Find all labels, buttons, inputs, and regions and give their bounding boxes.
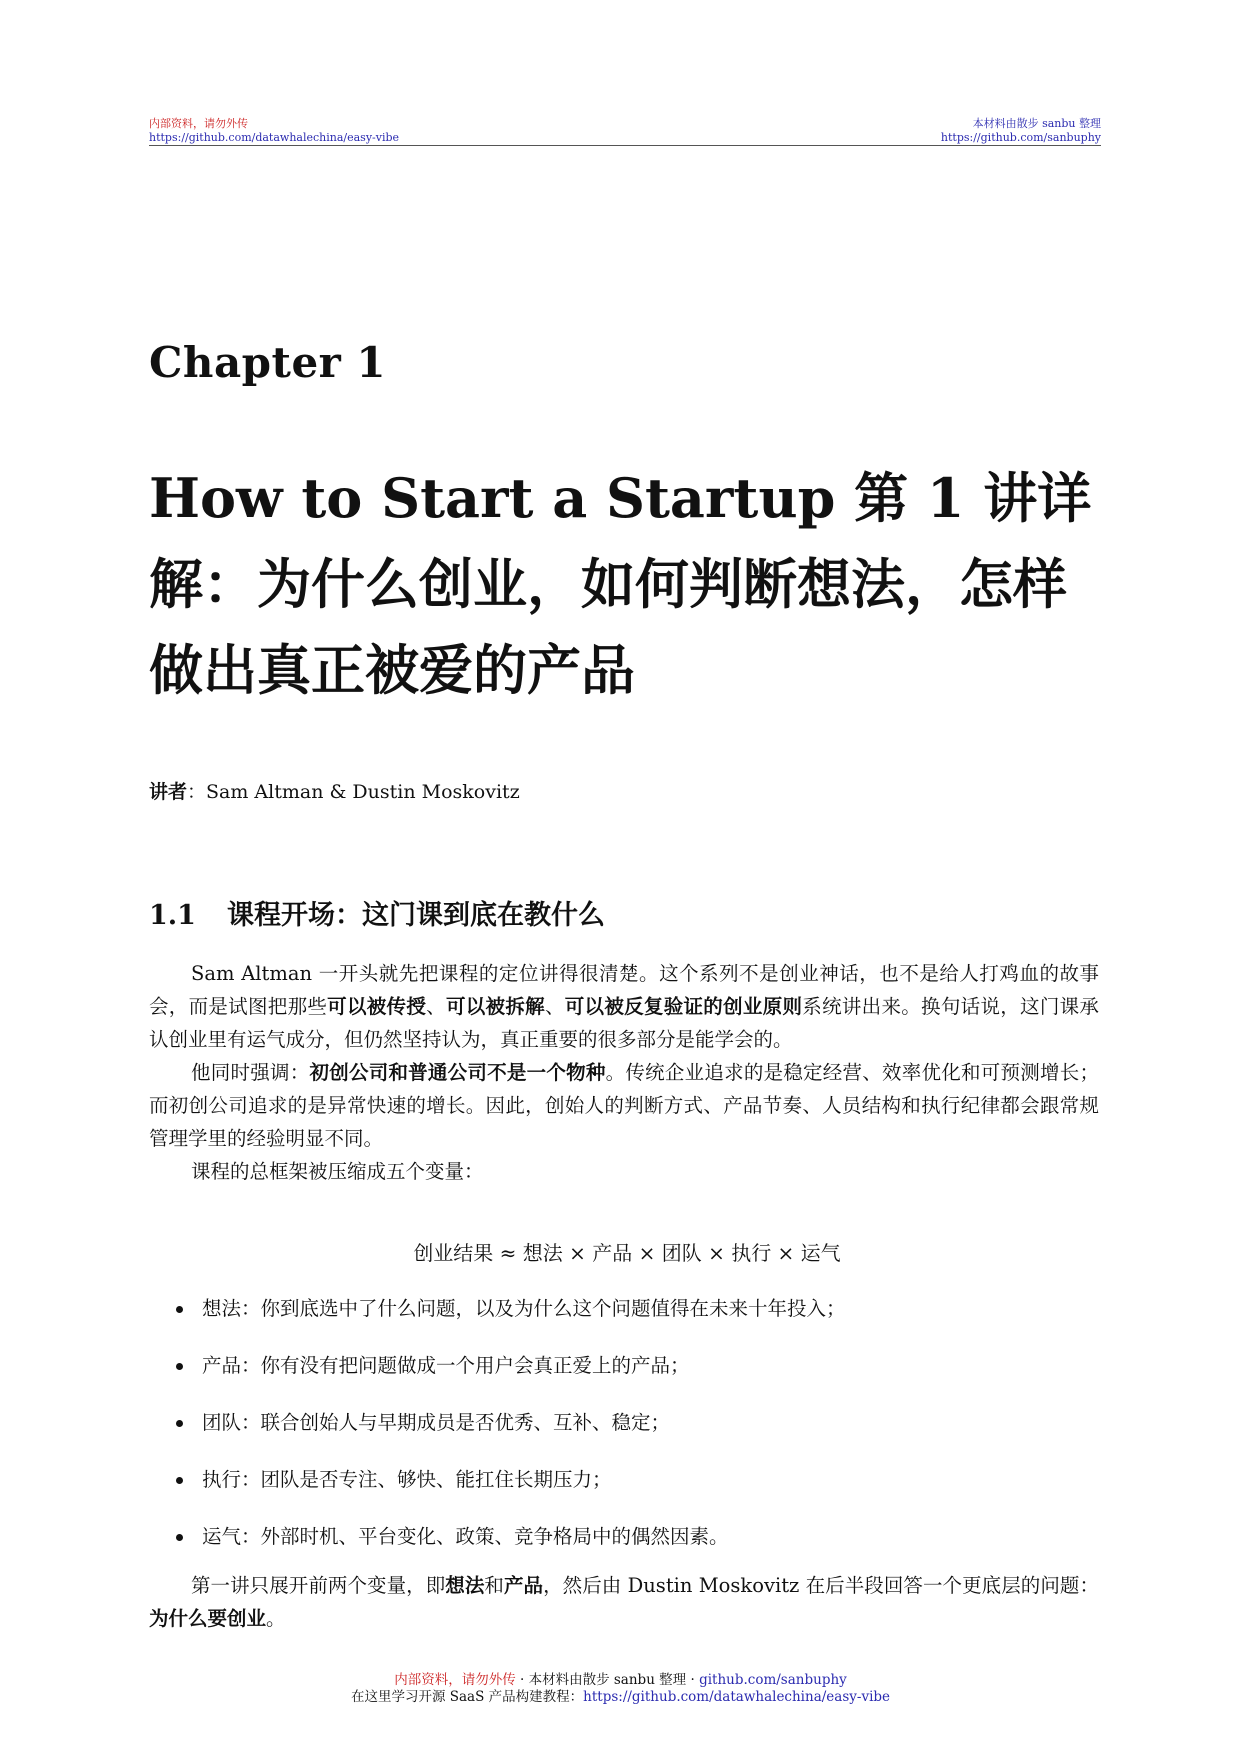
section-title: 课程开场：这门课到底在教什么	[227, 900, 605, 931]
variable-list	[170, 1296, 1100, 1581]
list-item-text: 想法：你到底选中了什么问题，以及为什么这个问题值得在未来十年投入；	[202, 1297, 846, 1320]
bullet-dot-icon	[176, 1306, 183, 1313]
list-item	[170, 1353, 1100, 1410]
header-repo-link[interactable]: https://github.com/datawhalechina/easy-vibe	[149, 131, 400, 144]
list-item-text: 团队：联合创始人与早期成员是否优秀、互补、稳定；	[202, 1411, 671, 1434]
bold-span: 可以被传授	[327, 995, 427, 1018]
text-span: 、	[544, 995, 565, 1018]
bullet-dot-icon	[176, 1534, 183, 1541]
text-span: 他同时强调：	[191, 1061, 310, 1084]
text-span: 系统讲出来。换句话说，这门课承认创业里有运气成分，但仍然坚持认为，真正重要的很多部分是能学会的。	[149, 995, 1099, 1051]
footer-line-1	[0, 1672, 1241, 1689]
header-confidential-notice: 内部资料，请勿外传	[149, 117, 248, 130]
chapter-title: How to Start a Startup 第 1 讲详解：为什么创业，如何判断想法，怎样做出真正被爱的产品	[149, 466, 1092, 702]
section-heading	[149, 893, 605, 932]
paragraph-emphasis	[149, 1056, 1099, 1155]
text-span: 第一讲只展开前两个变量，即	[191, 1574, 446, 1597]
text-span: Sam Altman 一开头就先把课程的定位讲得很清楚。这个系列不是创业神话，也不是给人打鸡血的故事会，而是试图把那些	[149, 962, 1099, 1018]
list-item	[170, 1296, 1100, 1353]
list-item	[170, 1410, 1100, 1467]
footer-author-link[interactable]: github.com/sanbuphy	[699, 1672, 847, 1688]
text-span: 和	[484, 1574, 504, 1597]
paragraph-framework-intro: 课程的总框架被压缩成五个变量：	[191, 1160, 484, 1183]
speaker-line	[149, 777, 520, 804]
list-item-text: 执行：团队是否专注、够快、能扛住长期压力；	[202, 1468, 612, 1491]
footer-line-2	[0, 1689, 1241, 1706]
bullet-dot-icon	[176, 1477, 183, 1484]
page-footer	[0, 1672, 1241, 1706]
paragraph-lecture-scope	[149, 1569, 1099, 1635]
page-header-left	[149, 117, 399, 145]
page-header-right	[941, 117, 1101, 145]
formula-equation: 创业结果 ≈ 想法 × 产品 × 团队 × 执行 × 运气	[413, 1241, 841, 1265]
text-span: ，然后由 Dustin Moskovitz 在后半段回答一个更底层的问题：	[543, 1574, 1099, 1597]
bold-span: 产品	[503, 1574, 544, 1597]
header-compiler-credit: 本材料由散步 sanbu 整理	[972, 117, 1101, 130]
paragraph-intro	[149, 957, 1099, 1056]
text-span: 。	[266, 1607, 286, 1630]
bold-span: 初创公司和普通公司不是一个物种	[309, 1061, 606, 1084]
bold-span: 可以被反复验证的创业原则	[564, 995, 803, 1018]
header-author-link[interactable]: https://github.com/sanbuphy	[940, 131, 1101, 144]
bold-span: 为什么要创业	[149, 1607, 267, 1630]
list-item	[170, 1467, 1100, 1524]
text-span: 、	[426, 995, 446, 1018]
footer-tutorial-text: 在这里学习开源 SaaS 产品构建教程：	[350, 1689, 584, 1705]
speaker-names: Sam Altman & Dustin Moskovitz	[206, 781, 520, 803]
list-item-text: 产品：你有没有把问题做成一个用户会真正爱上的产品；	[202, 1354, 690, 1377]
chapter-label: Chapter 1	[149, 338, 387, 387]
speaker-separator: ：	[187, 781, 207, 803]
bullet-dot-icon	[176, 1420, 183, 1427]
bullet-dot-icon	[176, 1363, 183, 1370]
footer-repo-link[interactable]: https://github.com/datawhalechina/easy-vibe	[583, 1689, 891, 1705]
list-item-text: 运气：外部时机、平台变化、政策、竞争格局中的偶然因素。	[202, 1525, 729, 1548]
bold-span: 想法	[445, 1574, 485, 1597]
footer-credit: · 本材料由散步 sanbu 整理 ·	[515, 1672, 700, 1688]
footer-confidential-notice: 内部资料，请勿外传	[394, 1672, 516, 1688]
section-number: 1.1	[149, 900, 196, 931]
bold-span: 可以被拆解	[445, 995, 545, 1018]
speaker-label: 讲者	[149, 781, 188, 803]
header-rule	[149, 145, 1101, 146]
text-span: 。传统企业追求的是稳定经营、效率优化和可预测增长；而初创公司追求的是异常快速的增长。因此，创始人的判断方式、产品节奏、人员结构和执行纪律都会跟常规管理学里的经验明显不同。	[149, 1061, 1099, 1150]
